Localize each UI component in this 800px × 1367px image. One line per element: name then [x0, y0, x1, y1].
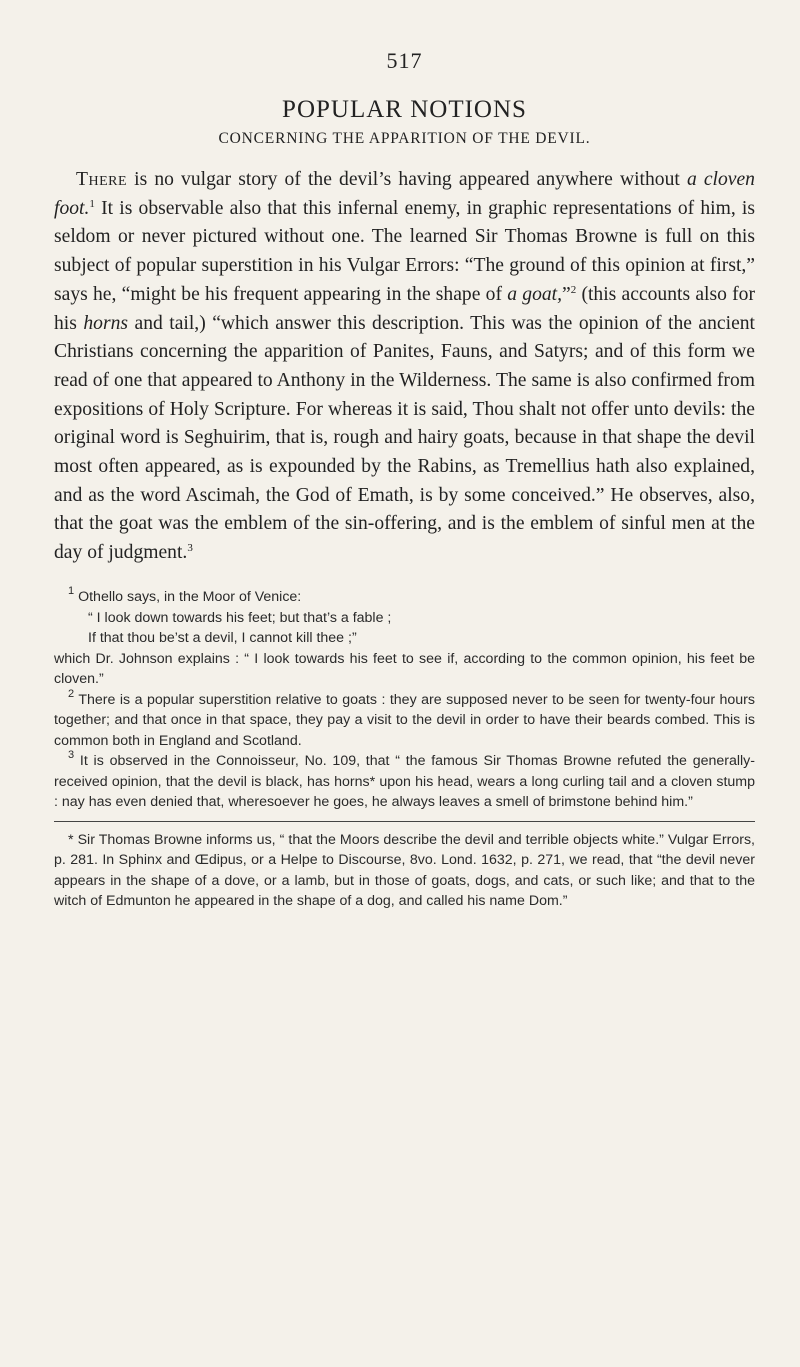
star-footnote-text: Sir Thomas Browne informs us, “ that the Moors describe the devil and terrible objects white.” Vulgar Errors, p. 281. In Sphinx and Œdipus, or a Helpe to Discourse, 8vo. Lond. 1632, p. 271, we read, that “the devil never appears in the shape of a dove, or a lamb, but in those of goats, dogs, and cats, or such like; and that to the witch of Edmunton he appeared in the shape of a dog, and called his name Dom.”	[54, 831, 755, 910]
main-italic-2: a goat,	[507, 283, 563, 305]
footnote-divider	[54, 821, 755, 822]
footnote-3	[54, 751, 755, 813]
footnote-ref-3[interactable]: 3	[187, 542, 193, 555]
main-text-1: is no vulgar story of the devil’s having appeared anywhere without	[127, 169, 687, 190]
main-text-3: (this accounts also for his	[54, 283, 755, 334]
footnote-2-text: There is a popular superstition relative to goats : they are supposed never to be seen for twenty-four hours together; and that once in that space, they pay a visit to the devil in order to have their beards combed. This is common both in England and Scotland.	[54, 691, 756, 749]
footnotes	[54, 587, 755, 813]
footnote-1-marker: 1	[68, 585, 75, 598]
footnote-3-text: It is observed in the Connoisseur, No. 109, that “ the famous Sir Thomas Browne refuted the generally-received opinion, that the devil is black, has horns* upon his head, wears a long curling tail and a cloven stump : nay has even denied that, wheresoever he goes, he always leaves a smell of brimstone behind him.”	[54, 753, 755, 811]
footnote-ref-1[interactable]: 1	[89, 197, 95, 210]
footnote-2-marker: 2	[68, 687, 75, 700]
main-italic-3: horns	[83, 312, 129, 334]
main-paragraph: There is no vulgar story of the devil’s having appeared anywhere without a cloven foot.$^1$ It is observable also that this infernal enemy, in graphic representations of him, is seldom or never pictured without one. The learned Sir Thomas Browne is full on this subject of popular superstition in his Vulgar Errors: “The ground of this opinion at first,” says he, “might be his frequent appearing in the shape of a goat,”$^2$ (this accounts also for his horns and tail,) “which answer this description. This was the opinion of the ancient Christians concerning the apparition of Panites, Fauns, and Satyrs; and of this form we read of one that appeared to Anthony in the Wilderness. The same is also confirmed from expositions of Holy Scripture. For whereas it is said, Thou shalt not offer unto devils: the original word is Seghuirim, that is, rough and hairy goats, because in that shape the devil most often appeared, as is expounded by the Rabins, as Tremellius hath also explained, and as the word Ascimah, the God of Emath, is by some conceived.” He observes, also, that the goat was the emblem of the sin-offering, and is the emblem of sinful men at the day of judgment.$^3$	[54, 169, 756, 564]
main-text-2: It is observable also that this infernal enemy, in graphic representations of him, is seldom or never pictured without one. The learned Sir Thomas Browne is full on this subject of popular superstition in his Vulgar Errors: “The ground of this opinion at first,” says he, “might be his frequent appearing in the shape of	[54, 197, 755, 305]
star-footnote-marker: *	[68, 831, 74, 848]
footnote-1-intro	[54, 587, 755, 608]
book-page	[54, 0, 755, 926]
main-text-4: and tail,) “which answer this description. This was the opinion of the ancient Christians concerning the apparition of Panites, Fauns, and Satyrs; and of this form we read of one that appeared to Anthony in the Wilderness. The same is also confirmed from expositions of Holy Scripture. For whereas it is said, Thou shalt not offer unto devils: the original word is Seghuirim, that is, rough and hairy goats, because in that shape the devil most often appeared, as is expounded by the Rabins, as Tremellius hath also explained, and as the word Ascimah, the God of Emath, is by some conceived.” He observes, also, that the goat was the emblem of the sin-offering, and is the emblem of sinful men at the day of judgment.	[54, 312, 756, 564]
footnote-ref-2[interactable]: 2	[570, 283, 577, 296]
footnote-1-intro-text: Othello says, in the Moor of Venice:	[78, 589, 302, 606]
footnote-2	[54, 687, 756, 752]
footnote-1-explanation: which Dr. Johnson explains : “ I look towards his feet to see if, according to the common opinion, his feet be cloven.”	[54, 650, 755, 688]
footnote-1-quote-line-1: “ I look down towards his feet; but that’s a fable ;	[88, 609, 392, 626]
opening-word: There	[76, 169, 128, 190]
chapter-title: POPULAR NOTIONS	[282, 96, 527, 123]
star-footnote	[54, 830, 755, 912]
footnote-1-quote-line-2: If that thou be’st a devil, I cannot kill thee ;”	[88, 630, 357, 647]
main-italic-1: a cloven foot.	[54, 169, 755, 219]
page-number: 517	[386, 48, 423, 73]
chapter-subtitle: CONCERNING THE APPARITION OF THE DEVIL.	[218, 130, 591, 147]
footnote-3-marker: 3	[68, 749, 75, 762]
